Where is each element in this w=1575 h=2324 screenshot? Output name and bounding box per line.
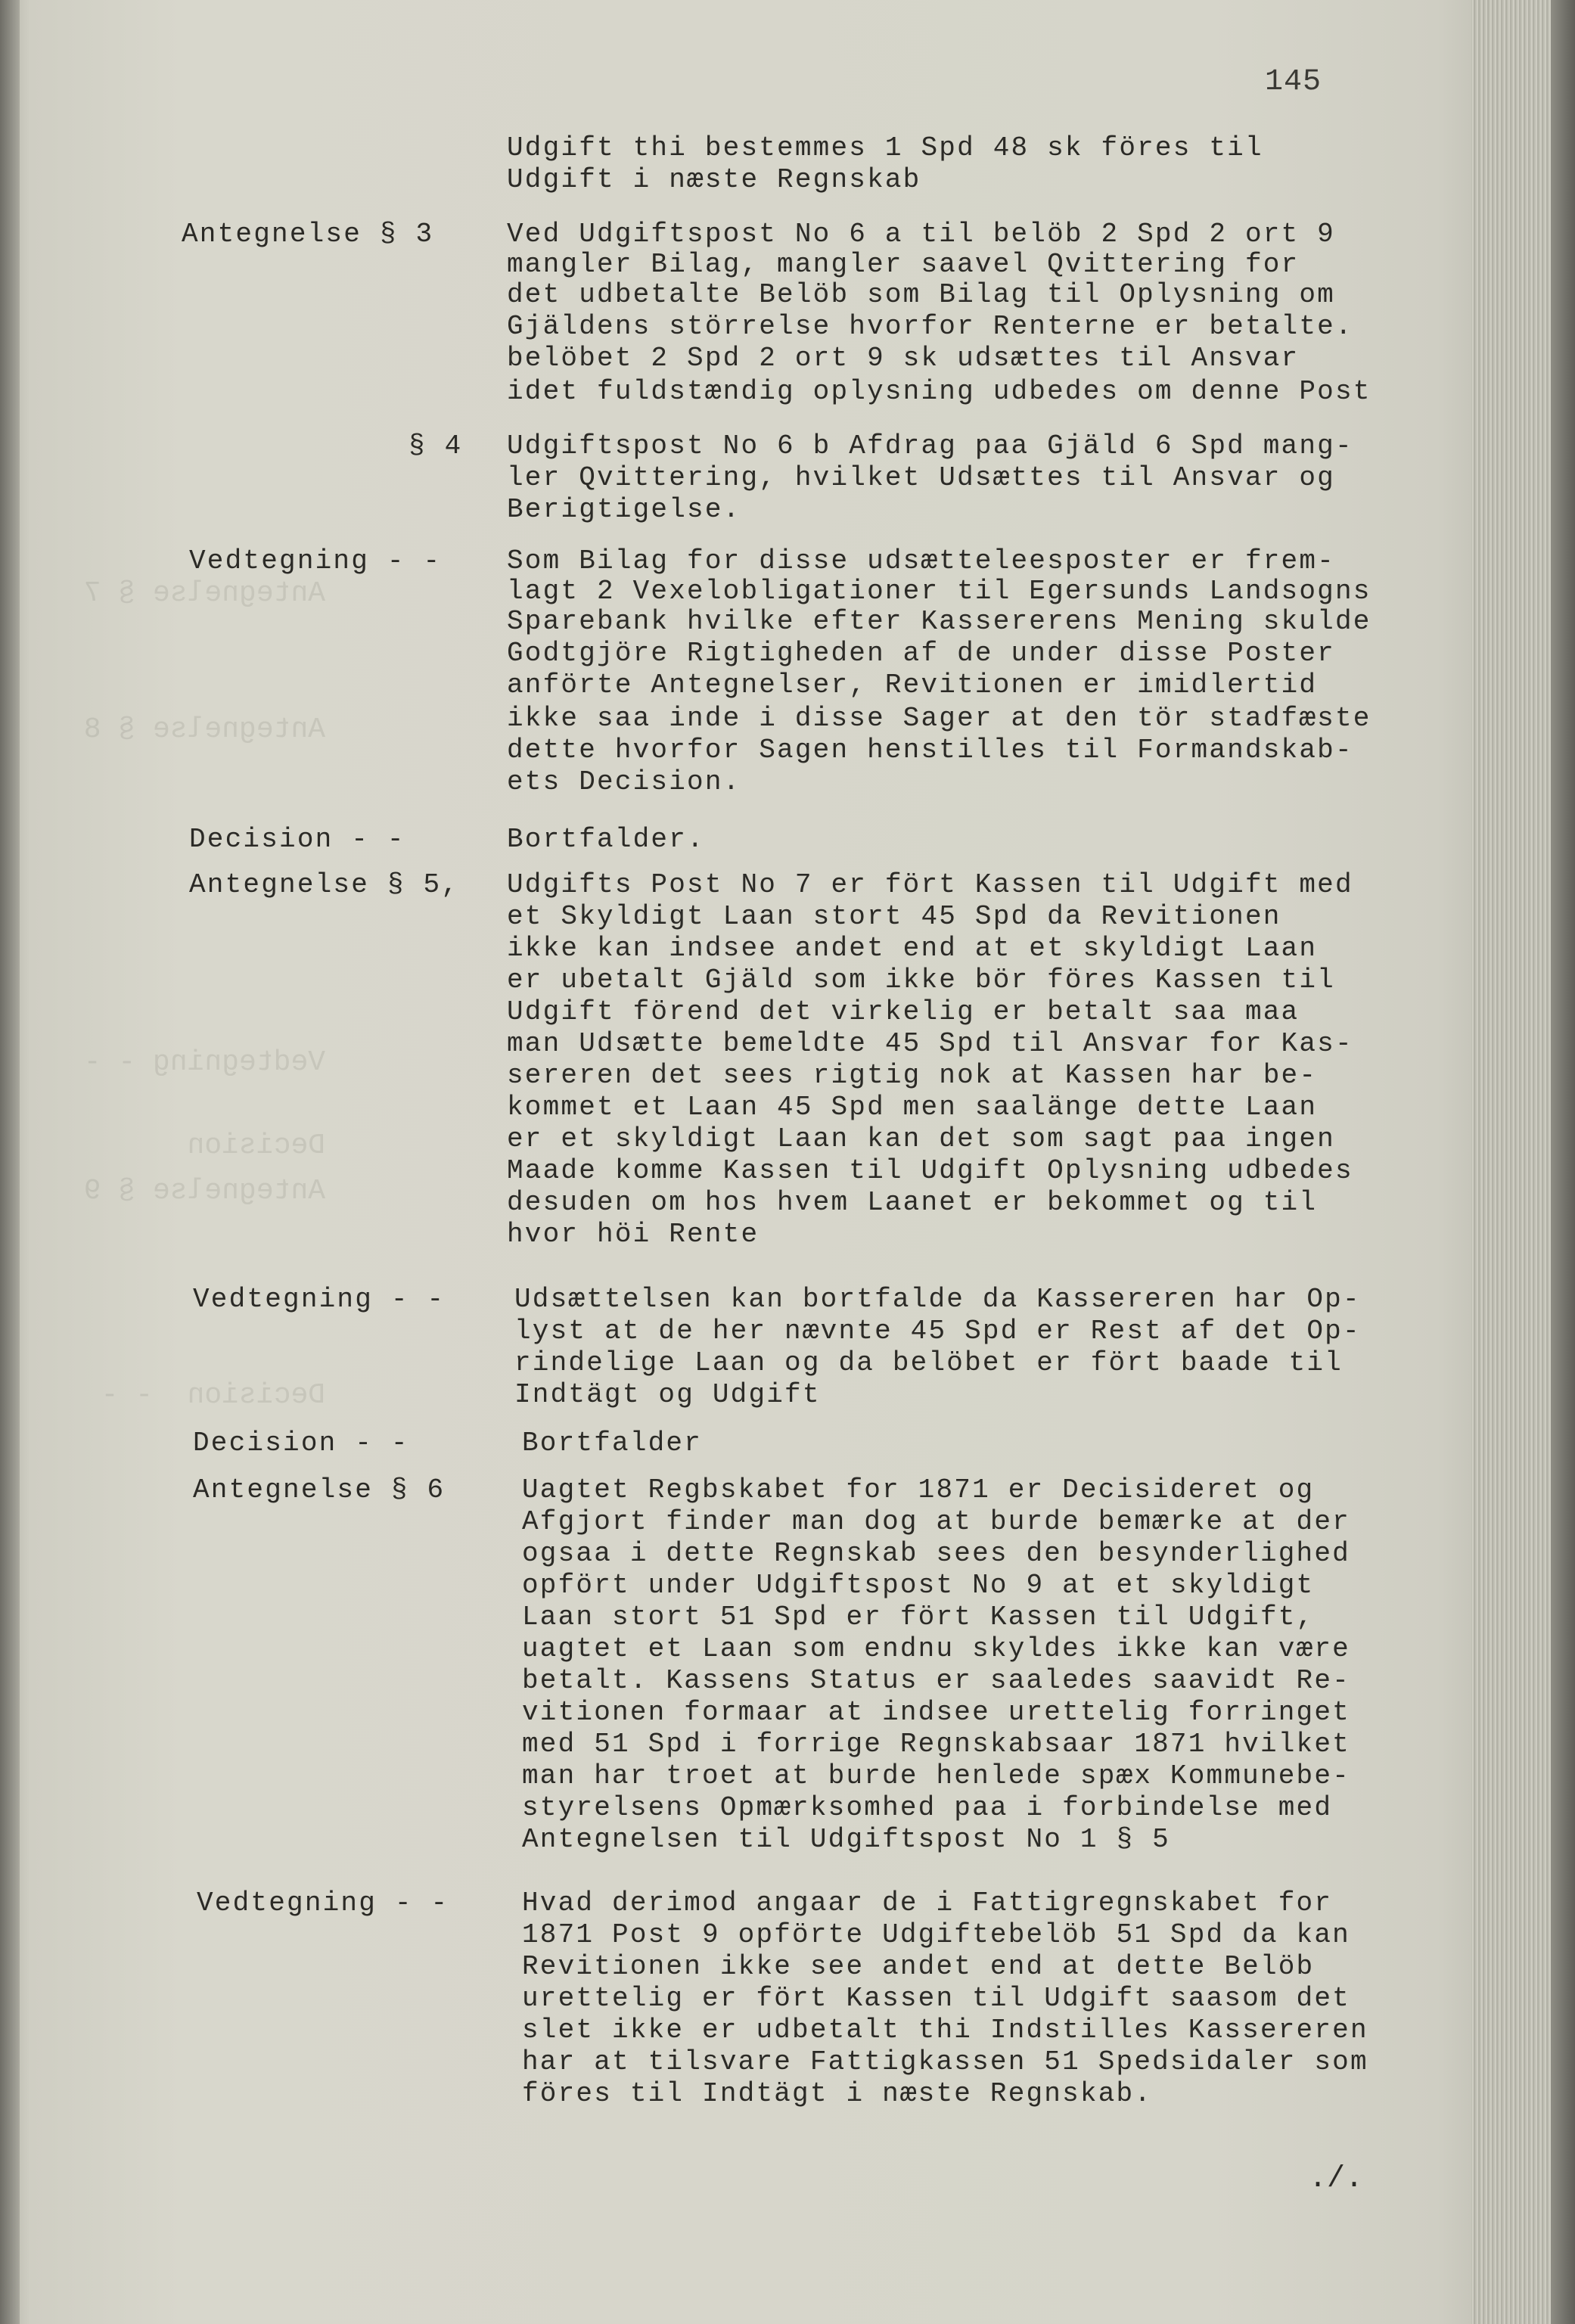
text-line: er et skyldigt Laan kan det som sagt paa ingen [507,1123,1335,1154]
text-line: dette hvorfor Sagen henstilles til Formandskab- [507,735,1353,766]
text-line: belöbet 2 Spd 2 ort 9 sk udsættes til Ansvar [507,343,1300,374]
text-line: Hvad derimod angaar de i Fattigregnskabet for [522,1887,1333,1919]
text-line: Uagtet Regbskabet for 1871 er Decisideret og [522,1474,1315,1505]
text-line: betalt. Kassens Status er saaledes saavidt Re- [522,1665,1350,1696]
text-line: Bortfalder. [507,824,705,855]
text-line: er ubetalt Gjäld som ikke bör föres Kassen til [507,965,1335,996]
text-line: föres til Indtägt i næste Regnskab. [522,2078,1153,2109]
margin-label-antegnelse-6: Antegnelse § 6 [193,1474,446,1505]
page-edges-shadow [1551,0,1575,2324]
text-line: man har troet at burde henlede spæx Kommunebe- [522,1760,1350,1791]
margin-label-decision: Decision - - [193,1428,409,1459]
text-line: Udgift i næste Regnskab [507,164,921,195]
text-line: 1871 Post 9 opförte Udgiftebelöb 51 Spd da kan [522,1919,1350,1950]
text-line: Ved Udgiftspost No 6 a til belöb 2 Spd 2 ort 9 [507,219,1335,250]
text-line: rindelige Laan og da belöbet er fört baade til [514,1347,1343,1378]
text-line: urettelig er fört Kassen til Udgift saasom det [522,1983,1350,2014]
text-line: ikke kan indsee andet end at et skyldigt Laan [507,933,1318,964]
text-line: Revitionen ikke see andet end at dette Belöb [522,1951,1315,1982]
text-line: Godtgjöre Rigtigheden af de under disse Poster [507,638,1335,669]
margin-label-section-4: § 4 [409,430,463,461]
continuation-mark: ./. [1309,2162,1364,2196]
text-line: Gjäldens störrelse hvorfor Renterne er betalte. [507,311,1353,342]
text-line: ler Qvittering, hvilket Udsættes til Ansvar og [507,462,1335,493]
text-line: Laan stort 51 Spd er fört Kassen til Udgift, [522,1602,1315,1633]
margin-label-decision: Decision - - [189,824,405,855]
text-line: hvor höi Rente [507,1219,760,1250]
text-line: sereren det sees rigtig nok at Kassen har be- [507,1060,1318,1091]
text-line: mangler Bilag, mangler saavel Qvittering for [507,249,1300,280]
text-line: desuden om hos hvem Laanet er bekommet og til [507,1187,1318,1218]
text-line: Bortfalder [522,1428,703,1459]
text-line: vitionen formaar at indsee urettelig forringet [522,1697,1350,1728]
text-line: idet fuldstændig oplysning udbedes om denne Post [507,376,1372,407]
text-line: styrelsens Opmærksomhed paa i forbindelse med [522,1792,1333,1823]
text-line: Maade komme Kassen til Udgift Oplysning udbedes [507,1155,1353,1186]
margin-label-antegnelse-3: Antegnelse § 3 [182,219,434,250]
text-line: Udgiftspost No 6 b Afdrag paa Gjäld 6 Spd mang- [507,430,1353,461]
text-line: Udgift förend det virkelig er betalt saa maa [507,996,1300,1027]
margin-label-vedtegning: Vedtegning - - [189,545,442,576]
margin-label-antegnelse-5: Antegnelse § 5, [189,869,460,900]
text-line: Som Bilag for disse udsætteleesposter er frem- [507,545,1335,576]
text-line: ets Decision. [507,766,741,797]
text-line: man Udsætte bemeldte 45 Spd til Ansvar for Kas- [507,1028,1353,1059]
margin-label-vedtegning: Vedtegning - - [193,1284,446,1315]
page-number: 145 [1265,65,1322,99]
margin-label-vedtegning: Vedtegning - - [197,1887,449,1919]
text-line: slet ikke er udbetalt thi Indstilles Kassereren [522,2015,1368,2046]
text-line: lagt 2 Vexelobligationer til Egersunds Landsogns [507,576,1372,607]
text-line: lyst at de her nævnte 45 Spd er Rest af det Op- [514,1316,1361,1347]
text-line: ikke saa inde i disse Sager at den tör stadfæste [507,703,1372,734]
text-line: Udsættelsen kan bortfalde da Kassereren har Op- [514,1284,1361,1315]
text-line: uagtet et Laan som endnu skyldes ikke kan være [522,1633,1350,1664]
text-line: opfört under Udgiftspost No 9 at et skyldigt [522,1570,1315,1601]
text-line: Sparebank hvilke efter Kassererens Mening skulde [507,606,1372,637]
text-line: har at tilsvare Fattigkassen 51 Spedsidaler som [522,2046,1368,2077]
text-line: det udbetalte Belöb som Bilag til Oplysning om [507,279,1335,310]
text-line: Berigtigelse. [507,494,741,525]
text-line: Indtägt og Udgift [514,1379,821,1410]
text-line: et Skyldigt Laan stort 45 Spd da Revitionen [507,901,1281,932]
text-line: Afgjort finder man dog at burde bemærke at der [522,1506,1350,1537]
text-line: Udgift thi bestemmes 1 Spd 48 sk föres til [507,132,1263,163]
text-line: Udgifts Post No 7 er fört Kassen til Udgift med [507,869,1353,900]
book-gutter [0,0,20,2324]
text-line: kommet et Laan 45 Spd men saalänge dette Laan [507,1092,1318,1123]
text-line: anförte Antegnelser, Revitionen er imidlertid [507,670,1318,701]
text-line: med 51 Spd i forrige Regnskabsaar 1871 hvilket [522,1729,1350,1760]
text-line: Antegnelsen til Udgiftspost No 1 § 5 [522,1824,1170,1855]
text-line: ogsaa i dette Regnskab sees den besynderlighed [522,1538,1350,1569]
